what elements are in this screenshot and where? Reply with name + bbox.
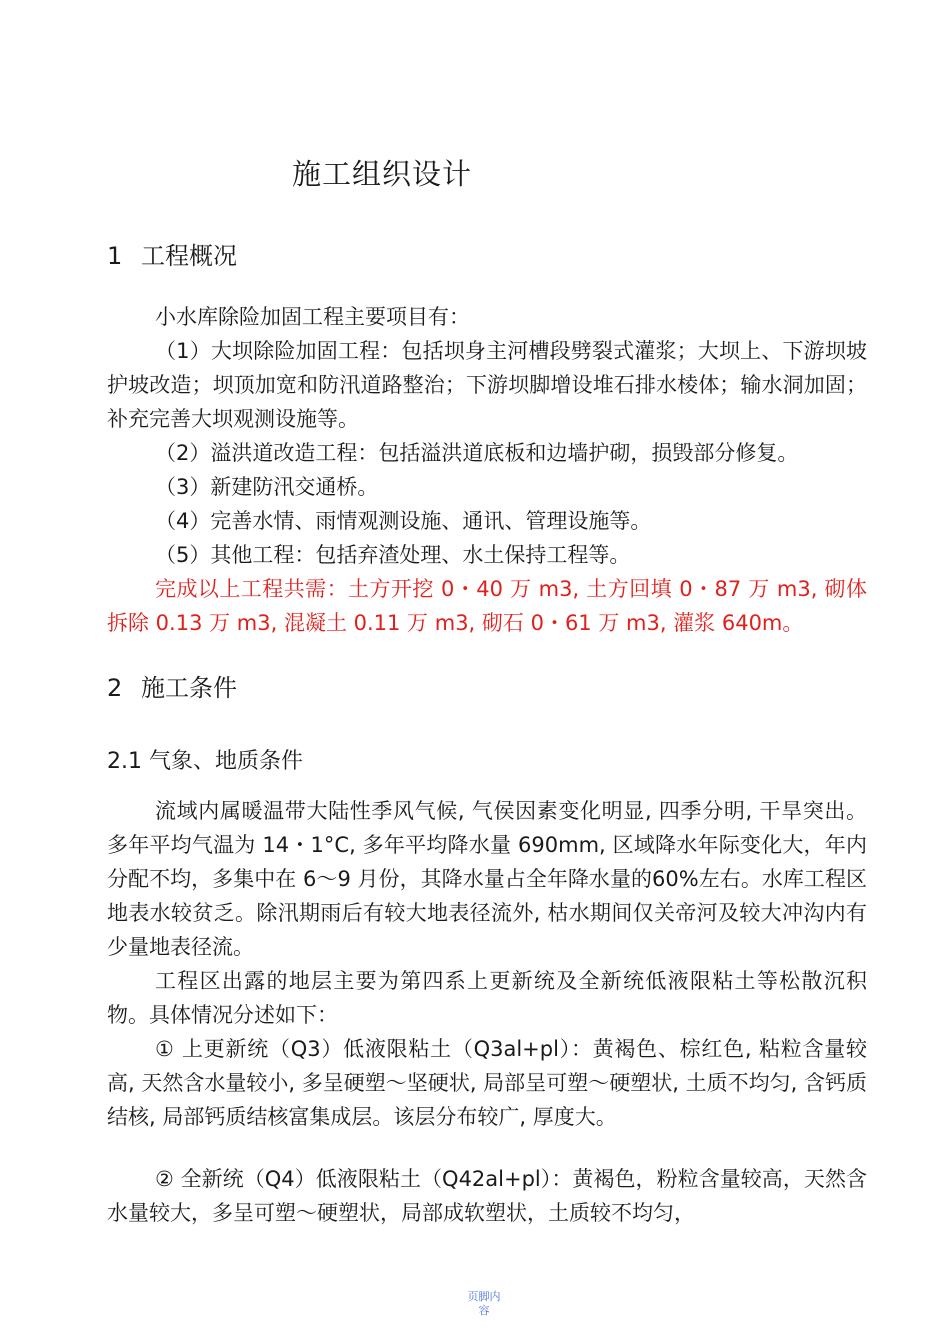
project-item-1: （1）大坝除险加固工程：包括坝身主河槽段劈裂式灌浆；大坝上、下游坝坡护坡改造；坝顶加宽和防汛道路整治；下游坝脚增设堆石排水棱体；输水洞加固；补充完善大坝观测设施等。: [107, 339, 867, 431]
project-item-2: （2）溢洪道改造工程：包括溢洪道底板和边墙护砌，损毁部分修复。: [155, 441, 799, 465]
project-item-4: （4）完善水情、雨情观测设施、通讯、管理设施等。: [155, 509, 652, 533]
quantity-summary: 完成以上工程共需：土方开挖 0・40 万 m3, 土方回填 0・87 万 m3, 砌体拆除 0.13 万 m3, 混凝土 0.11 万 m3, 砌石 0・61 万 m3, 灌浆 640m。: [107, 577, 867, 635]
project-item-5: （5）其他工程：包括弃渣处理、水土保持工程等。: [155, 543, 631, 567]
stratum-2-paragraph: ② 全新统（Q4）低液限粘土（Q42al+pl）：黄褐色，粉粒含量较高，天然含水量较大，多呈可塑〜硬塑状，局部成软塑状，土质较不均匀，: [107, 1167, 867, 1225]
section-2-heading: [107, 668, 237, 703]
section-2-title: 施工条件: [141, 674, 237, 702]
document-title: 施工组织设计: [292, 157, 473, 191]
climate-paragraph: 流域内属暖温带大陆性季风气候, 气侯因素变化明显, 四季分明, 干旱突出。多年平均气温为 14・1°C, 多年平均降水量 690mm, 区域降水年际变化大，年内分配不均，多集中在 6〜9 月份，其降水量占全年降水量的60%左右。水库工程区地表水较贫乏。除汛期雨后有较大地表径流外, 枯水期间仅关帝河及较大冲沟内有少量地表径流。: [107, 799, 867, 959]
section-2-number: 2: [107, 674, 123, 702]
project-item-3: （3）新建防汛交通桥。: [155, 475, 379, 499]
section-1-number: 1: [107, 242, 123, 270]
footer-line-2: 容: [478, 1304, 490, 1317]
section-1-title: 工程概况: [141, 242, 237, 270]
stratum-1-paragraph: ① 上更新统（Q3）低液限粘土（Q3al+pl）：黄褐色、棕红色, 粘粒含量较高, 天然含水量较小, 多呈硬塑〜坚硬状, 局部呈可塑〜硬塑状, 土质不均匀, 含钙质结核, 局部钙质结核富集成层。该层分布较广, 厚度大。: [107, 1037, 867, 1129]
section-1-intro: 小水库除险加固工程主要项目有：: [155, 305, 470, 329]
page-footer: [464, 1290, 504, 1318]
geology-paragraph: 工程区出露的地层主要为第四系上更新统及全新统低液限粘土等松散沉积物。具体情况分述如下：: [107, 969, 867, 1027]
footer-line-1: 页脚内: [467, 1290, 501, 1303]
section-1-heading: [107, 236, 237, 271]
section-2-1-heading: 2.1 气象、地质条件: [107, 749, 303, 774]
